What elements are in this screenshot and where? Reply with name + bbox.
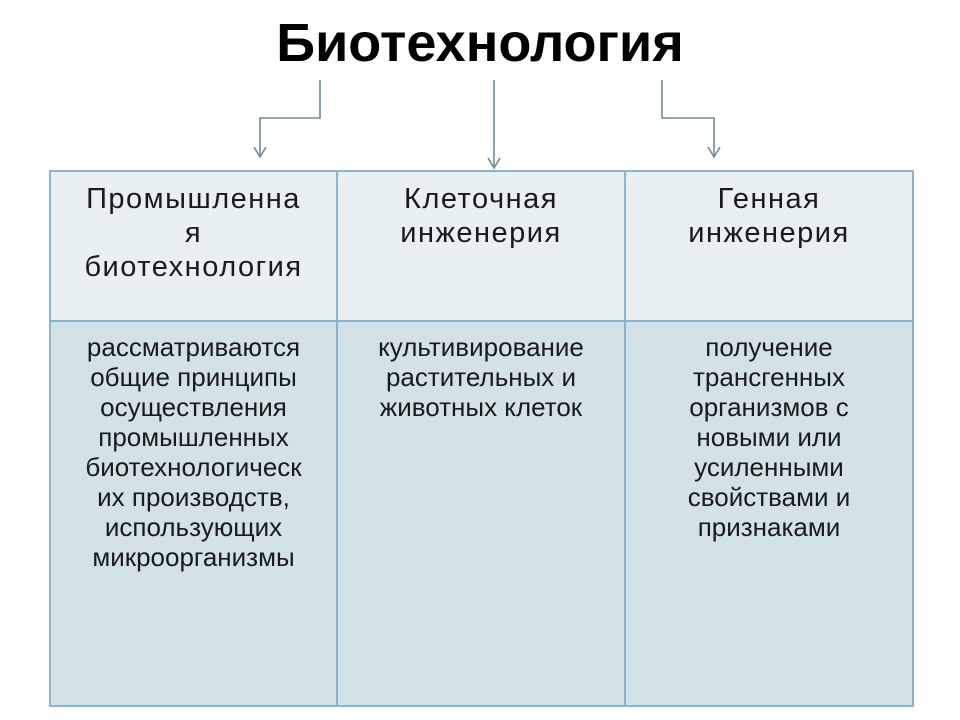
body-gene-engineering (626, 322, 912, 705)
body-line: трансгенных (693, 362, 845, 392)
body-line: биотехнологическ (85, 452, 302, 482)
body-line: общие принципы (90, 362, 297, 392)
body-cell-engineering (338, 322, 626, 705)
connector-left-line (260, 80, 320, 155)
body-line: осуществления (100, 392, 287, 422)
body-line: животных клеток (379, 392, 583, 422)
body-line: усиленными (694, 452, 844, 482)
connector-arrows (0, 0, 960, 180)
body-line: их производств, (97, 482, 290, 512)
body-line: использующих (104, 512, 283, 542)
body-line: промышленных (98, 422, 289, 452)
header-industrial-biotech (51, 172, 338, 322)
biotech-table (49, 170, 914, 707)
connector-right-line (662, 80, 714, 155)
header-line: Клеточная (404, 183, 558, 215)
header-line: Генная (717, 183, 821, 215)
header-line: инженерия (400, 217, 562, 249)
body-line: микроорганизмы (92, 542, 295, 572)
body-line: растительных и (385, 362, 577, 392)
body-line: организмов с (689, 392, 849, 422)
body-line: новыми или (696, 422, 842, 452)
header-line: Промышленна (86, 183, 301, 215)
body-line: свойствами и (687, 482, 851, 512)
body-line: признаками (697, 512, 841, 542)
header-line: я (184, 217, 203, 249)
body-line: культивирование (378, 332, 584, 362)
header-line: биотехнология (84, 251, 303, 283)
body-line: получение (705, 332, 833, 362)
diagram-title: Биотехнология (276, 13, 684, 73)
body-line: рассматриваются (86, 332, 301, 362)
header-gene-engineering (626, 172, 912, 322)
body-industrial-biotech (51, 322, 338, 705)
header-cell-engineering (338, 172, 626, 322)
header-line: инженерия (688, 217, 850, 249)
